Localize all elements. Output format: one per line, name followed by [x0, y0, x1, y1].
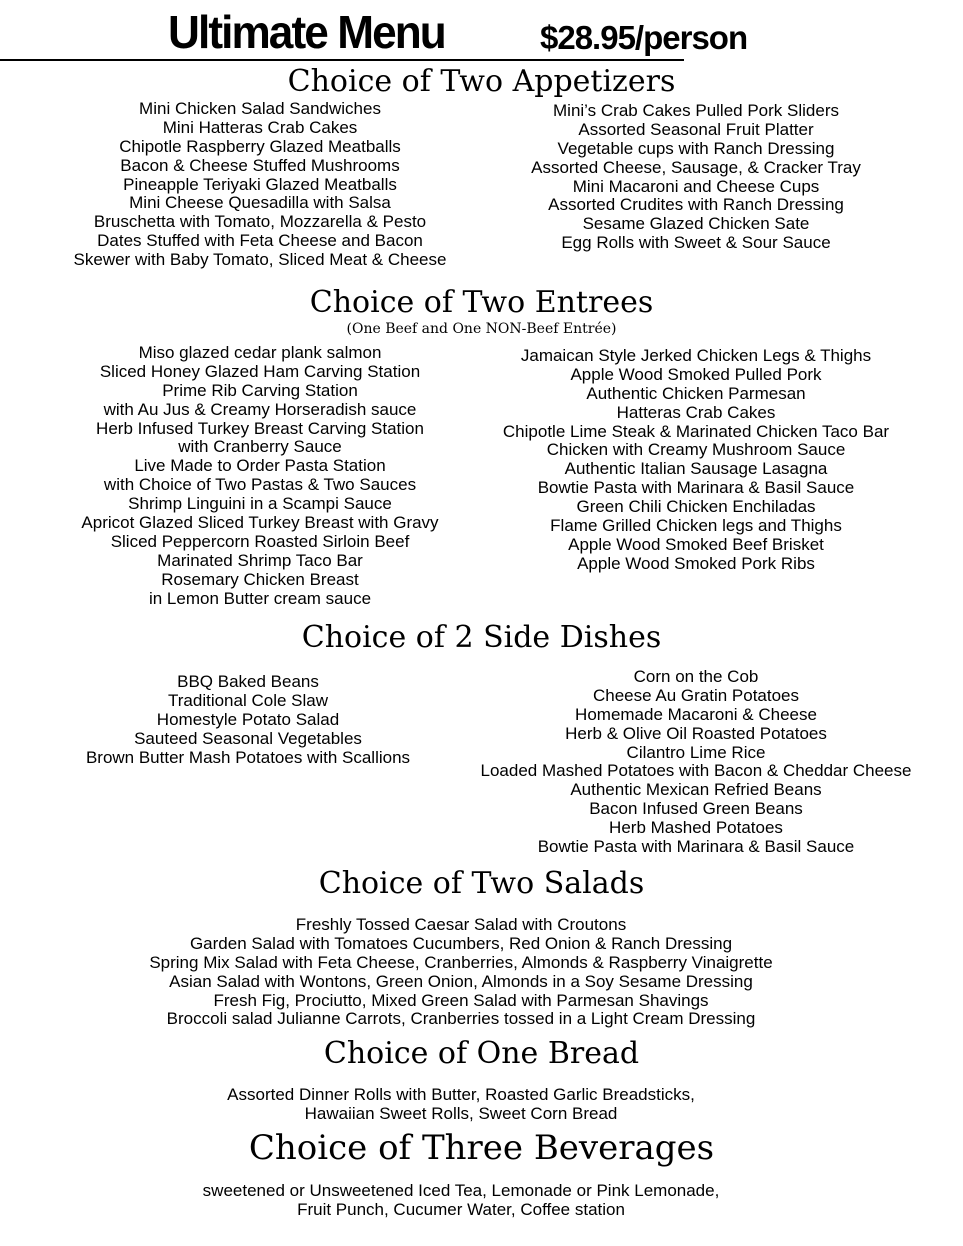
- menu-item: Flame Grilled Chicken legs and Thighs: [550, 516, 842, 536]
- menu-item: with Au Jus & Creamy Horseradish sauce: [103, 399, 417, 419]
- sides-heading: Choice of 2 Side Dishes: [301, 620, 662, 655]
- menu-item: Fresh Fig, Prociutto, Mixed Green Salad with Parmesan Shavings: [213, 990, 709, 1010]
- menu-item: Hawaiian Sweet Rolls, Sweet Corn Bread: [304, 1103, 618, 1123]
- menu-item: Asian Salad with Wontons, Green Onion, Almonds in a Soy Sesame Dressing: [169, 971, 753, 991]
- menu-item: Mini Cheese Quesadilla with Salsa: [129, 193, 391, 213]
- menu-item: Bowtie Pasta with Marinara & Basil Sauce: [537, 837, 855, 857]
- menu-item: Homestyle Potato Salad: [156, 709, 340, 729]
- menu-item: Sliced Honey Glazed Ham Carving Station: [99, 361, 421, 381]
- menu-item: Traditional Cole Slaw: [168, 690, 328, 710]
- menu-item: Hatteras Crab Cakes: [616, 402, 776, 422]
- menu-item: BBQ Baked Beans: [177, 672, 319, 691]
- menu-item: Apple Wood Smoked Beef Brisket: [568, 534, 824, 554]
- menu-item: Loaded Mashed Potatoes with Bacon & Cheddar Cheese: [480, 761, 912, 781]
- title-underline: [0, 59, 684, 61]
- menu-item: sweetened or Unsweetened Iced Tea, Lemonade or Pink Lemonade,: [202, 1181, 720, 1200]
- menu-item: Cheese Au Gratin Potatoes: [592, 685, 800, 705]
- menu-item: Dates Stuffed with Feta Cheese and Bacon: [97, 231, 423, 251]
- menu-item: Sliced Peppercorn Roasted Sirloin Beef: [110, 531, 410, 551]
- beverages-list: [0, 1182, 922, 1220]
- menu-item: Herb Infused Turkey Breast Carving Station: [96, 418, 424, 438]
- menu-item: Apricot Glazed Sliced Turkey Breast with Gravy: [81, 513, 439, 533]
- menu-item: Assorted Dinner Rolls with Butter, Roasted Garlic Breadsticks,: [227, 1085, 695, 1104]
- menu-item: Assorted Crudites with Ranch Dressing: [548, 195, 844, 215]
- salads-list: [0, 916, 922, 1029]
- menu-item: Chipotle Lime Steak & Marinated Chicken Taco Bar: [502, 421, 890, 441]
- entrees-left-list: [40, 344, 480, 608]
- menu-item: Green Chili Chicken Enchiladas: [576, 497, 816, 517]
- menu-item: Bowtie Pasta with Marinara & Basil Sauce: [537, 478, 855, 498]
- menu-item: Authentic Chicken Parmesan: [586, 383, 806, 403]
- menu-item: Miso glazed cedar plank salmon: [138, 343, 382, 362]
- menu-item: Jamaican Style Jerked Chicken Legs & Thighs: [520, 346, 872, 365]
- menu-item: Sauteed Seasonal Vegetables: [134, 728, 362, 748]
- menu-item: Skewer with Baby Tomato, Sliced Meat & Cheese: [73, 250, 447, 270]
- menu-item: Garden Salad with Tomatoes Cucumbers, Red Onion & Ranch Dressing: [189, 933, 733, 953]
- menu-price: $28.95/person: [540, 19, 748, 56]
- menu-item: Herb Mashed Potatoes: [609, 818, 783, 838]
- bread-list: [0, 1086, 922, 1124]
- menu-item: Apple Wood Smoked Pulled Pork: [570, 364, 822, 384]
- menu-item: Prime Rib Carving Station: [162, 380, 358, 400]
- menu-item: Rosemary Chicken Breast: [161, 569, 359, 589]
- menu-item: Marinated Shrimp Taco Bar: [157, 550, 363, 570]
- entrees-right-list: [476, 347, 916, 574]
- sides-right-list: [466, 668, 926, 857]
- menu-item: Bacon & Cheese Stuffed Mushrooms: [120, 155, 400, 175]
- menu-item: Assorted Cheese, Sausage, & Cracker Tray: [531, 157, 861, 177]
- menu-item: Brown Butter Mash Potatoes with Scallions: [85, 747, 411, 767]
- menu-item: Mini Chicken Salad Sandwiches: [139, 99, 381, 118]
- menu-item: Fruit Punch, Cucumer Water, Coffee station: [297, 1199, 625, 1219]
- menu-item: Spring Mix Salad with Feta Cheese, Cranberries, Almonds & Raspberry Vinaigrette: [149, 952, 773, 972]
- appetizers-left-list: [40, 100, 480, 270]
- menu-item: Mini’s Crab Cakes Pulled Pork Sliders: [553, 101, 839, 120]
- menu-item: with Choice of Two Pastas & Two Sauces: [103, 475, 417, 495]
- menu-item: Apple Wood Smoked Pork Ribs: [577, 553, 815, 573]
- menu-item: Chicken with Creamy Mushroom Sauce: [546, 440, 846, 460]
- menu-item: Vegetable cups with Ranch Dressing: [557, 138, 835, 158]
- menu-item: Assorted Seasonal Fruit Platter: [578, 119, 814, 139]
- menu-item: Mini Macaroni and Cheese Cups: [572, 176, 820, 196]
- menu-item: Corn on the Cob: [633, 667, 759, 686]
- menu-item: Herb & Olive Oil Roasted Potatoes: [565, 723, 827, 743]
- menu-item: in Lemon Butter cream sauce: [148, 588, 372, 608]
- menu-item: Homemade Macaroni & Cheese: [575, 704, 817, 724]
- menu-item: Broccoli salad Julianne Carrots, Cranberries tossed in a Light Cream Dressing: [166, 1009, 756, 1029]
- entrees-subheading: (One Beef and One NON-Beef Entrée): [346, 321, 617, 337]
- menu-item: Mini Hatteras Crab Cakes: [162, 117, 358, 137]
- menu-item: Shrimp Linguini in a Scampi Sauce: [128, 494, 392, 514]
- bread-heading: Choice of One Bread: [323, 1036, 640, 1071]
- menu-item: Authentic Italian Sausage Lasagna: [564, 459, 828, 479]
- menu-item: Bruschetta with Tomato, Mozzarella & Pesto: [93, 212, 427, 232]
- appetizers-heading: Choice of Two Appetizers: [287, 64, 676, 99]
- menu-item: Cilantro Lime Rice: [626, 742, 766, 762]
- appetizers-right-list: [486, 102, 906, 253]
- menu-item: Bacon Infused Green Beans: [589, 799, 803, 819]
- menu-item: Pineapple Teriyaki Glazed Meatballs: [123, 174, 397, 194]
- menu-item: Egg Rolls with Sweet & Sour Sauce: [561, 233, 831, 253]
- sides-left-list: [28, 673, 468, 767]
- menu-title: Ultimate Menu: [168, 6, 445, 58]
- entrees-heading: Choice of Two Entrees: [309, 285, 654, 320]
- menu-item: Sesame Glazed Chicken Sate: [582, 214, 810, 234]
- beverages-heading: Choice of Three Beverages: [248, 1128, 715, 1168]
- menu-item: with Cranberry Sauce: [178, 437, 342, 457]
- menu-item: Authentic Mexican Refried Beans: [570, 780, 822, 800]
- salads-heading: Choice of Two Salads: [318, 866, 645, 901]
- menu-item: Chipotle Raspberry Glazed Meatballs: [119, 136, 401, 156]
- menu-item: Freshly Tossed Caesar Salad with Croutons: [295, 915, 627, 934]
- menu-item: Live Made to Order Pasta Station: [134, 456, 386, 476]
